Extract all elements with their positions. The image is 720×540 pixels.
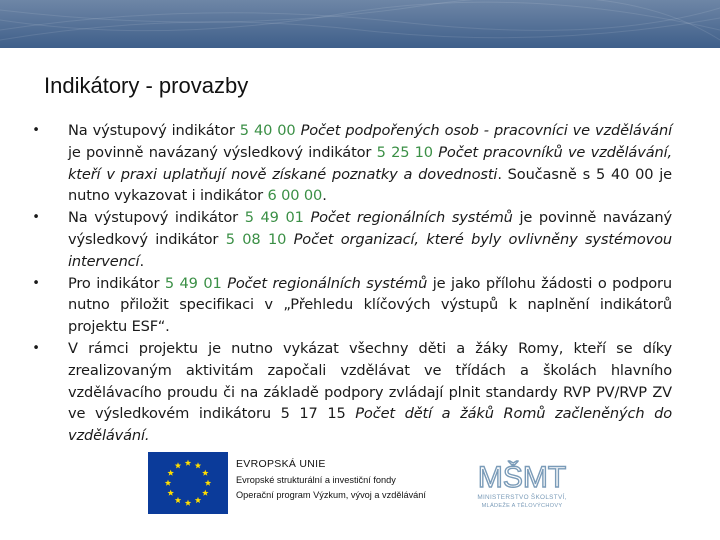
indicator-code: 5 49 01 [164, 274, 222, 292]
eu-star [185, 500, 191, 506]
indicator-name: Počet pracovníků ve vzdělávání, kteří v praxi uplatňují nově získané poznatky a dovednosti [68, 143, 672, 183]
header-pattern [0, 0, 720, 48]
indicator-name: Počet organizací, které byly ovlivněny systémovou intervencí [68, 230, 672, 270]
text-run: . [139, 252, 144, 270]
header-band [0, 0, 720, 48]
eu-programme: Operační program Výzkum, vývoj a vzdělávání [236, 490, 426, 500]
bullet-item [30, 207, 672, 272]
bullet-text [68, 340, 672, 444]
bullet-text [68, 122, 672, 204]
eu-star [205, 480, 211, 486]
eu-star [195, 462, 201, 468]
bullet-text [68, 209, 672, 270]
indicator-code: 5 25 10 [376, 143, 433, 161]
msmt-mark: MŠMT [477, 461, 567, 494]
eu-star [202, 470, 208, 476]
bullet-item [30, 273, 672, 338]
text-run: . Současně s 5 40 00 je nutno vykazovat i indikátor [68, 165, 673, 205]
text-run [286, 231, 293, 248]
indicator-name: Počet podpořených osob - pracovníci ve vzdělávání [300, 122, 672, 139]
text-run: . [322, 187, 327, 205]
bullet-list [30, 120, 672, 447]
text-run: je povinně navázaný výsledkový indikátor [68, 209, 672, 248]
text-run: V rámci projektu je nutno vykázat všechny děti a žáky Romy, kteří se díky zrealizovaným aktivitám započali vzdělávat ve třídách a školách hlavního vzdělávacího proudu či na základě podpory zvládají plnit standardy RVP PV/RVP ZV ve výsledkovém indikátoru 5 17 15 [68, 339, 672, 423]
eu-star [202, 490, 208, 496]
text-run: Pro indikátor [68, 274, 165, 292]
slide-title: Indikátory - provazby [44, 73, 249, 98]
eu-star [165, 480, 171, 486]
text-run: je povinně navázaný výsledkový indikátor [68, 143, 377, 161]
eu-star [195, 497, 201, 503]
indicator-code: 5 08 10 [225, 230, 287, 248]
text-run: Na výstupový indikátor [68, 209, 245, 227]
msmt-logo [472, 454, 572, 514]
bullet-dot: • [32, 123, 40, 138]
text-run: je jako přílohu žádosti o podporu nutno přiložit specifikaci v „Přehledu klíčových výstupů k naplnění indikátorů projektu ESF“. [68, 274, 672, 336]
bullet-item [30, 338, 672, 447]
bullet-dot: • [32, 210, 40, 226]
indicator-code: 6 00 00 [267, 187, 323, 205]
eu-star [175, 462, 181, 468]
eu-star [185, 460, 191, 466]
indicator-name: Počet regionálních systémů [310, 209, 513, 227]
eu-title: EVROPSKÁ UNIE [236, 458, 326, 470]
indicator-name: Počet dětí a žáků Romů začleněných do vzdělávání. [68, 405, 672, 445]
bullet-item [30, 120, 672, 207]
text-run: Na výstupový indikátor [68, 122, 240, 139]
eu-funds: Evropské strukturální a investiční fondy [236, 475, 396, 485]
eu-flag-icon [148, 452, 228, 514]
msmt-line2: MLÁDEŽE A TĚLOVÝCHOVY [481, 503, 563, 509]
msmt-line1: MINISTERSTVO ŠKOLSTVÍ, [477, 494, 567, 501]
bullet-dot: • [32, 340, 40, 356]
eu-text-block [236, 458, 476, 500]
bullet-dot: • [32, 275, 40, 291]
indicator-code: 5 40 00 [239, 122, 296, 139]
footer-logos [148, 452, 578, 514]
eu-star [167, 470, 173, 476]
eu-star [175, 497, 181, 503]
msmt-mark-icon [472, 454, 572, 494]
eu-stars [148, 452, 228, 514]
indicator-name: Počet regionálních systémů [227, 274, 428, 292]
indicator-code: 5 49 01 [244, 209, 304, 227]
eu-star [167, 490, 173, 496]
bullet-text [68, 275, 672, 336]
